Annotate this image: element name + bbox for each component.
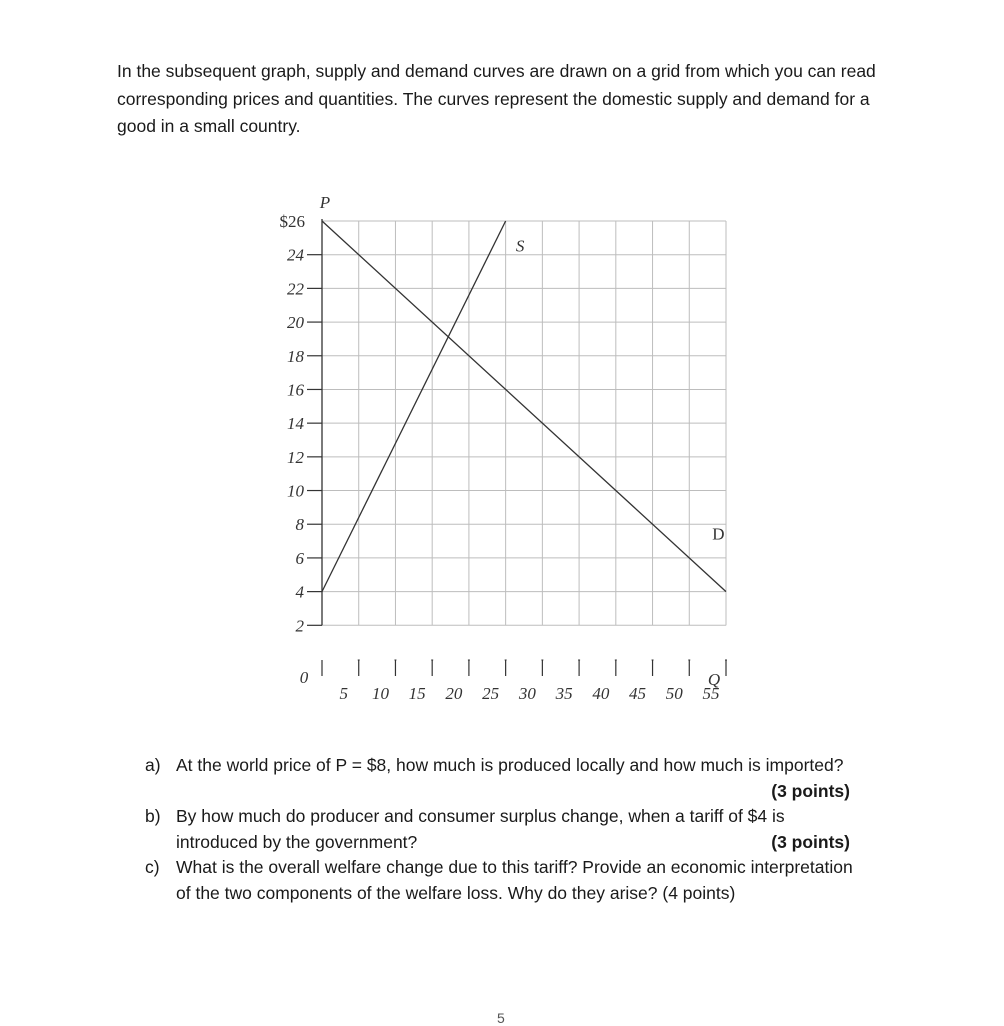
question-b-points: (3 points) bbox=[771, 831, 850, 852]
y-tick-label: 18 bbox=[287, 346, 304, 366]
chart-ticks bbox=[307, 255, 727, 676]
x-tick-label: 40 bbox=[592, 684, 610, 703]
question-c-label: c) bbox=[145, 857, 160, 877]
y-tick-label: $26 bbox=[279, 212, 305, 231]
chart-labels bbox=[280, 193, 725, 703]
x-tick-label: 45 bbox=[629, 684, 647, 703]
x-tick-label: 15 bbox=[408, 684, 426, 703]
y-tick-label: 8 bbox=[295, 515, 304, 535]
question-b-text: By how much do producer and consumer surplus change, when a tariff of $4 is introduced by the government? bbox=[176, 806, 785, 852]
chart-grid bbox=[322, 221, 726, 625]
y-axis-letter: P bbox=[319, 193, 331, 212]
question-a-points: (3 points) bbox=[771, 780, 850, 801]
x-tick-label: 25 bbox=[482, 684, 500, 703]
x-tick-label: 55 bbox=[702, 684, 720, 703]
curve-s bbox=[322, 221, 506, 592]
question-list bbox=[145, 753, 865, 906]
question-b bbox=[145, 804, 865, 855]
x-tick-label: 50 bbox=[665, 684, 683, 703]
curve-label-d: D bbox=[712, 524, 725, 544]
x-tick-label: 35 bbox=[555, 684, 573, 703]
y-tick-label: 10 bbox=[287, 481, 304, 501]
y-tick-label: 20 bbox=[287, 313, 304, 333]
curve-label-s: S bbox=[515, 236, 525, 256]
y-tick-label: 4 bbox=[295, 582, 304, 602]
question-c bbox=[145, 855, 865, 906]
page-number: 5 bbox=[497, 1010, 505, 1026]
curve-d bbox=[322, 221, 726, 592]
question-a bbox=[145, 753, 865, 779]
y-tick-label: 6 bbox=[295, 548, 304, 568]
question-a-text: At the world price of P = $8, how much is produced locally and how much is imported? bbox=[176, 755, 844, 775]
y-tick-label: 24 bbox=[287, 245, 304, 265]
question-b-label: b) bbox=[145, 806, 161, 826]
x-tick-label: 5 bbox=[339, 684, 348, 703]
chart-curves bbox=[322, 221, 726, 592]
question-c-text: What is the overall welfare change due to this tariff? Provide an economic interpretation of the two components of the welfare loss. Why do they arise? (4 points) bbox=[176, 857, 853, 903]
question-a-label: a) bbox=[145, 755, 161, 775]
y-tick-label: 16 bbox=[287, 380, 304, 400]
y-tick-label: 14 bbox=[287, 414, 304, 434]
y-tick-label: 2 bbox=[295, 616, 304, 636]
x-tick-label: 20 bbox=[445, 684, 463, 703]
x-tick-label: 10 bbox=[371, 684, 389, 703]
y-tick-label: 12 bbox=[287, 447, 304, 467]
x-tick-label: 30 bbox=[518, 684, 536, 703]
y-tick-label: 22 bbox=[287, 279, 304, 299]
intro-paragraph: In the subsequent graph, supply and demand curves are drawn on a grid from which you can read corresponding prices and quantities. The curves represent the domestic supply and demand for a good in a small country. bbox=[117, 61, 876, 136]
origin-label: 0 bbox=[299, 668, 309, 687]
x-axis-letter: Q bbox=[707, 670, 721, 689]
